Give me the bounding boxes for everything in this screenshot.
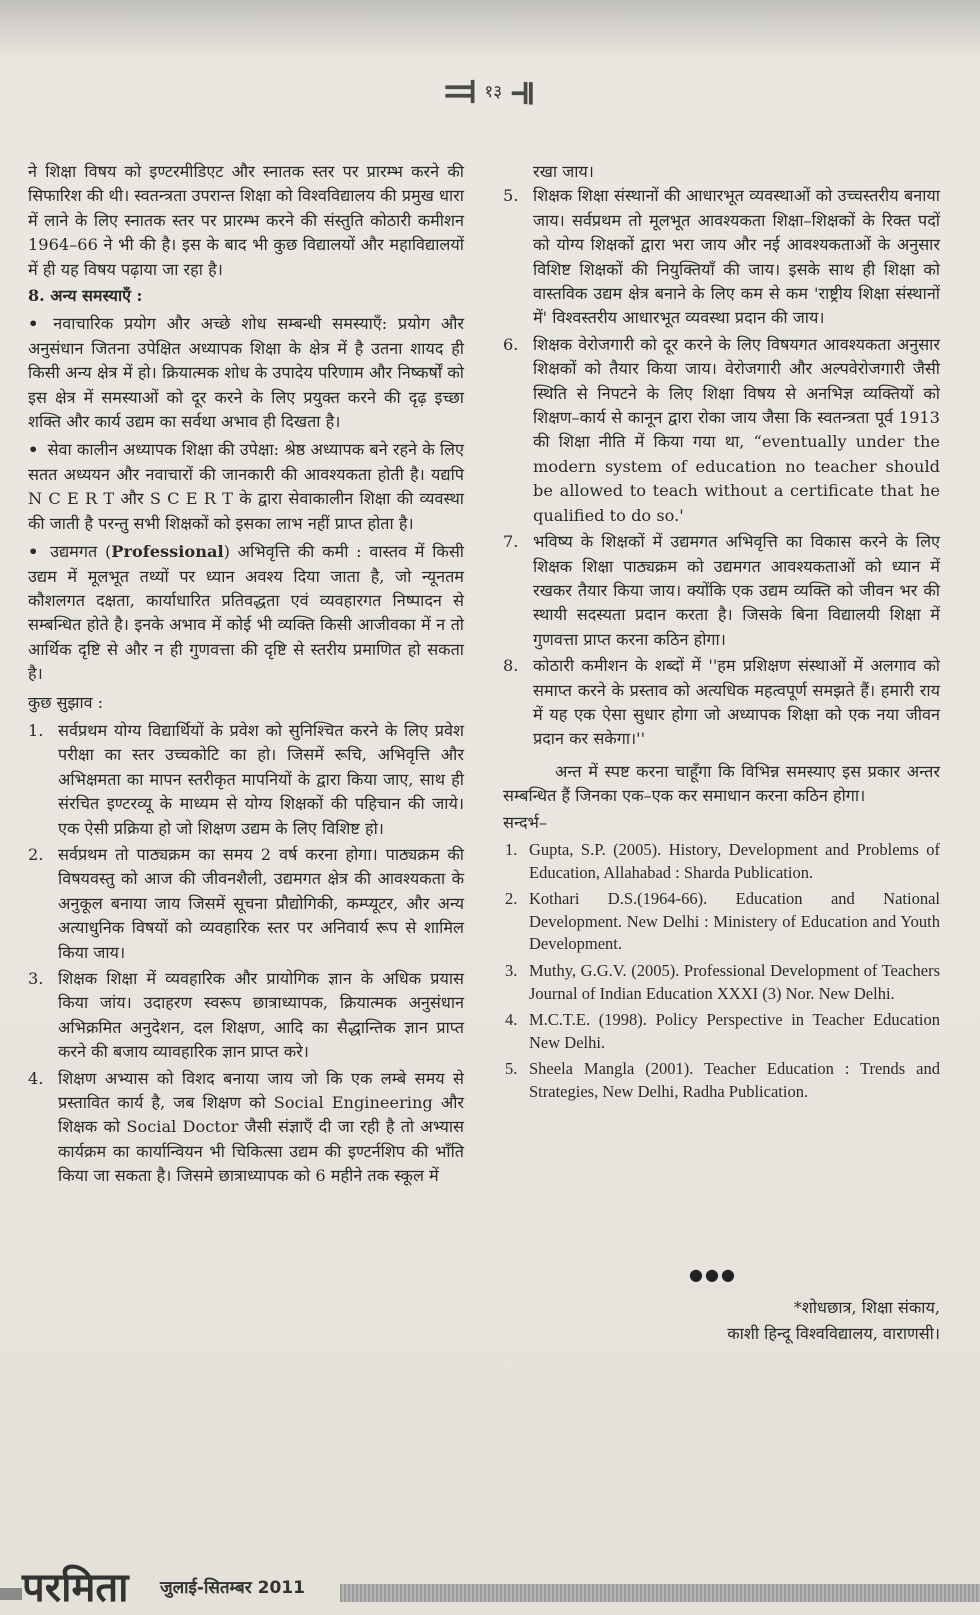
continued-text: रखा जाय।: [533, 162, 594, 181]
item-number: 2.: [28, 844, 44, 864]
item-text: सर्वप्रथम तो पाठ्यक्रम का समय 2 वर्ष करना होगा। पाठ्यक्रम की विषयवस्तु को आज की जीवनशैली, उद्यमगत क्षेत्र की आवश्यकता के अनुकूल बनाया जाय जिसमें सूचना प्रौद्योगिकी, कम्प्यूटर, और अन्य अत्याधुनिक विषयों को व्यवहारिक स्तर पर अनिवार्य रूप से शामिल किया जाय।: [58, 844, 464, 962]
author-line-1: *शोधछात्र, शिक्षा संकाय,: [793, 1298, 940, 1317]
suggestions-list-continued: [503, 184, 940, 751]
page-number: १३: [484, 81, 503, 102]
footer-bar-left: [0, 1588, 22, 1600]
conclusion-paragraph: अन्त में स्पष्ट करना चाहूँगा कि विभिन्न समस्याए इस प्रकार अन्तर सम्बन्धित हैं जिनका एक–एक कर समाधान करना कठिन होगा।: [503, 761, 940, 806]
bullet-professional-attitude: [28, 540, 464, 686]
list-item: [28, 1067, 464, 1189]
reference-item: [503, 839, 940, 884]
suggestions-list: [28, 719, 464, 1189]
list-item: [28, 719, 464, 841]
item-number: 7.: [503, 532, 519, 552]
reference-text: Sheela Mangla (2001). Teacher Education : Trends and Strategies, New Delhi, Radha Publication.: [529, 1059, 940, 1101]
item-text: शिक्षक शिक्षा में व्यवहारिक और प्रायोगिक ज्ञान के अधिक प्रयास किया जांय। उदाहरण स्वरूप छात्राध्यापक, क्रियात्मक अनुसंधान अभिक्रमित अनुदेशन, दल शिक्षण, आदि का सैद्धान्तिक ज्ञान प्राप्त करने की बजाय व्यावहारिक ज्ञान प्राप्त करे।: [58, 969, 464, 1062]
bullet-text-post: ) अभिवृत्ति की कमी : वास्तव में किसी उद्यम में मूलभूत तथ्यों पर ध्यान अवश्य दिया जाता है, जो न्यूनतम कौशलगत दक्षता, कार्याधारित प्रतिवद्धता एवं व्यवहारगत निष्पादन से सम्बन्धित होते है। इनके अभाव में कोई भी व्यक्ति किसी आजीवका में न तो आर्थिक दृष्टि से और न ही गुणवत्ता की दृष्टि से स्तरीय प्रमाणित हो सकता है।: [28, 542, 464, 684]
list-item: [503, 184, 940, 330]
author-affiliation: [600, 1295, 940, 1347]
reference-number: 2.: [505, 889, 518, 909]
item-text: भविष्य के शिक्षकों में उद्यमगत अभिवृत्ति का विकास करने के लिए शिक्षक शिक्षा पाठ्यक्रम को उद्यमगत आवश्यकताओं को ध्यान में रखकर तैयार किया जाय। क्योंकि एक उद्यम व्यक्ति को जीवन भर की स्थायी सदस्यता प्रदान करता है। जिसके बिना विद्यालयी शिक्षा में गुणवत्ता प्राप्त करना कठिन होगा।: [533, 532, 940, 649]
issue-date: जुलाई-सितम्बर 2011: [160, 1578, 305, 1598]
reference-number: 1.: [505, 839, 518, 859]
author-line-2: काशी हिन्दू विश्वविद्यालय, वाराणसी।: [727, 1324, 940, 1343]
list-item: [503, 333, 940, 528]
item-number: 4.: [28, 1068, 44, 1088]
journal-logo: परमिता: [22, 1565, 129, 1611]
item-text: शिक्षक वेरोजगारी को दूर करने के लिए विषयगत आवश्यकता अनुसार शिक्षकों को तैयार किया जाय। वेरोजगारी और अल्पवेरोजगारी जैसी स्थिति से निपटने के लिए शिक्षा विषय से अनभिज्ञ व्यक्तियों को शिक्षण–कार्य से कानून द्वारा रोका जाय जैसा कि स्वतन्त्रता पूर्व 1913 की शिक्षा नीति में किया गया था, “eventually under the modern system of education no teacher should be allowed to teach without a certificate that he qualified to do so.': [533, 334, 940, 525]
item-number: 1.: [28, 720, 44, 740]
left-column: [28, 160, 464, 1191]
reference-text: Kothari D.S.(1964-66). Education and National Development. New Delhi : Ministery of Education and Youth Development.: [529, 889, 940, 954]
reference-number: 5.: [505, 1059, 518, 1079]
reference-text: Gupta, S.P. (2005). History, Development and Problems of Education, Allahabad : Sharda Publication.: [529, 839, 940, 882]
footer-bar-right: [340, 1584, 980, 1602]
item-number: 6.: [503, 334, 519, 354]
item-number: 8.: [503, 656, 519, 676]
bullet-text-bold: Professional: [111, 542, 224, 562]
end-mark: ●●●: [689, 1265, 737, 1284]
intro-paragraph: ने शिक्षा विषय को इण्टरमीडिएट और स्नातक स्तर पर प्रारम्भ करने की सिफारिश की थी। स्वतन्त्रता उपरान्त शिक्षा को विश्वविद्यालय की प्रमुख धारा में लाने के लिए स्नातक स्तर पर प्रारम्भ करने की संस्तुति कोठारी कमीशन 1964–66 ने भी की है। इस के बाद भी कुछ विद्यालयों और महाविद्यालयों में ही यह विषय पढ़ाया जा रहा है।: [28, 162, 464, 279]
bullet-research-problems: [28, 312, 464, 434]
bullet-icon: •: [28, 440, 39, 460]
ornament-right-icon: ⫣: [510, 65, 536, 114]
list-item: [503, 530, 940, 652]
section-title-other-problems: 8. अन्य समस्याएँ :: [28, 286, 143, 306]
reference-number: 3.: [505, 960, 518, 980]
reference-text: M.C.T.E. (1998). Policy Perspective in Teacher Education New Delhi.: [529, 1010, 940, 1052]
item-number: 3.: [28, 969, 44, 988]
bullet-text: नवाचारिक प्रयोग और अच्छे शोध सम्बन्धी समस्याएँ: प्रयोग और अनुसंधान जितना उपेक्षित अध्यापक शिक्षा के क्षेत्र में है उतना शायद ही किसी अन्य क्षेत्र में हो। क्रियात्मक शोध के उपादेय परिणाम और निष्कर्षों को इस क्षेत्र में समस्याओं को दूर करने के लिए प्रयुक्त करने की दृढ़ इच्छा शक्ति और कार्य उद्यम का सर्वथा अभाव ही दिखता है।: [28, 314, 464, 432]
reference-item: [503, 1009, 940, 1054]
item-text: सर्वप्रथम योग्य विद्यार्थियों के प्रवेश को सुनिश्चित करने के लिए प्रवेश परीक्षा का स्तर उच्चकोटि का हो। जिसमें रूचि, अभिवृत्ति और अभिक्षमता का मापन स्तरीकृत मापनियों के द्वारा किया जाए, साथ ही संरचित इण्टरव्यू के माध्यम से योग्य शिक्षकों की पहिचान की जाये। एक ऐसी प्रक्रिया हो जो शिक्षण उद्यम के लिए विशिष्ट हो।: [58, 720, 464, 838]
bullet-icon: •: [28, 542, 39, 562]
list-item: [503, 654, 940, 752]
references-title: सन्दर्भ–: [503, 812, 548, 832]
item-text: कोठारी कमीशन के शब्दों में ''हम प्रशिक्षण संस्थाओं में अलगाव को समाप्त करने के प्रस्ताव को अत्यधिक महत्वपूर्ण समझते हैं। हमारी राय में यह एक ऐसा सुधार होगा जो अध्यापक शिक्षा को एक नया जीवन प्रदान कर सकेगा।'': [533, 656, 940, 749]
bullet-icon: •: [28, 314, 39, 334]
item-text: शिक्षक शिक्षा संस्थानों की आधारभूत व्यवस्थाओं को उच्चस्तरीय बनाया जाय। सर्वप्रथम तो मूलभूत आवश्यकता शिक्षा–शिक्षकों के रिक्त पदों को योग्य शिक्षकों द्वारा भरा जाय और नई आवश्यकताओं के अनुसार विशिष्ट शिक्षकों की नियुक्तियाँ की जाय। इसके साथ ही शिक्षा को वास्तविक उद्यम क्षेत्र बनाने के लिए कम से कम 'राष्ट्रीय शिक्षा संस्थानों में' विश्वस्तरीय आधारभूत व्यवस्था प्रदान की जाय।: [533, 186, 940, 328]
reference-item: [503, 1058, 940, 1103]
bullet-text: सेवा कालीन अध्यापक शिक्षा की उपेक्षा: श्रेष्ठ अध्यापक बने रहने के लिए सतत अध्ययन और नवाचारों की जानकारी की आवश्यकता होती है। यद्यपि N C E R T और S C E R T के द्वारा सेवाकालीन शिक्षा की व्यवस्था की जाती है परन्तु सभी शिक्षकों को इसका लाभ नहीं प्राप्त होता है।: [28, 440, 464, 533]
footer: [0, 1562, 980, 1615]
list-item: [28, 843, 464, 965]
page-number-block: [425, 60, 555, 120]
reference-number: 4.: [505, 1010, 518, 1030]
right-column: [503, 160, 940, 1108]
item-number: 5.: [503, 186, 519, 206]
bullet-text-pre: उद्यमगत (: [50, 542, 112, 562]
suggestions-title: कुछ सुझाव :: [28, 692, 104, 712]
item-text: शिक्षण अभ्यास को विशद बनाया जाय जो कि एक लम्बे समय से प्रस्तावित कार्य है, जब शिक्षण को Social Engineering और शिक्षक को Social Doctor जैसी संज्ञाएँ दी जा रही है तो अभ्यास कार्यक्रम का कार्यान्वियन भी चिकित्सा उद्यम की इण्टर्नशिप की भाँति किया जा सकता है। जिसमे छात्राध्यापक को 6 महीने तक स्कूल में: [58, 1068, 464, 1186]
reference-item: [503, 960, 940, 1005]
list-item: [28, 967, 464, 1065]
bullet-inservice-neglect: [28, 438, 464, 536]
reference-text: Muthy, G.G.V. (2005). Professional Development of Teachers Journal of Indian Education XXXI (3) Nor. New Delhi.: [529, 960, 940, 1003]
ornament-left-icon: ⫤: [444, 65, 477, 114]
references-list: [503, 839, 940, 1104]
scan-shadow: [0, 0, 980, 60]
reference-item: [503, 888, 940, 956]
